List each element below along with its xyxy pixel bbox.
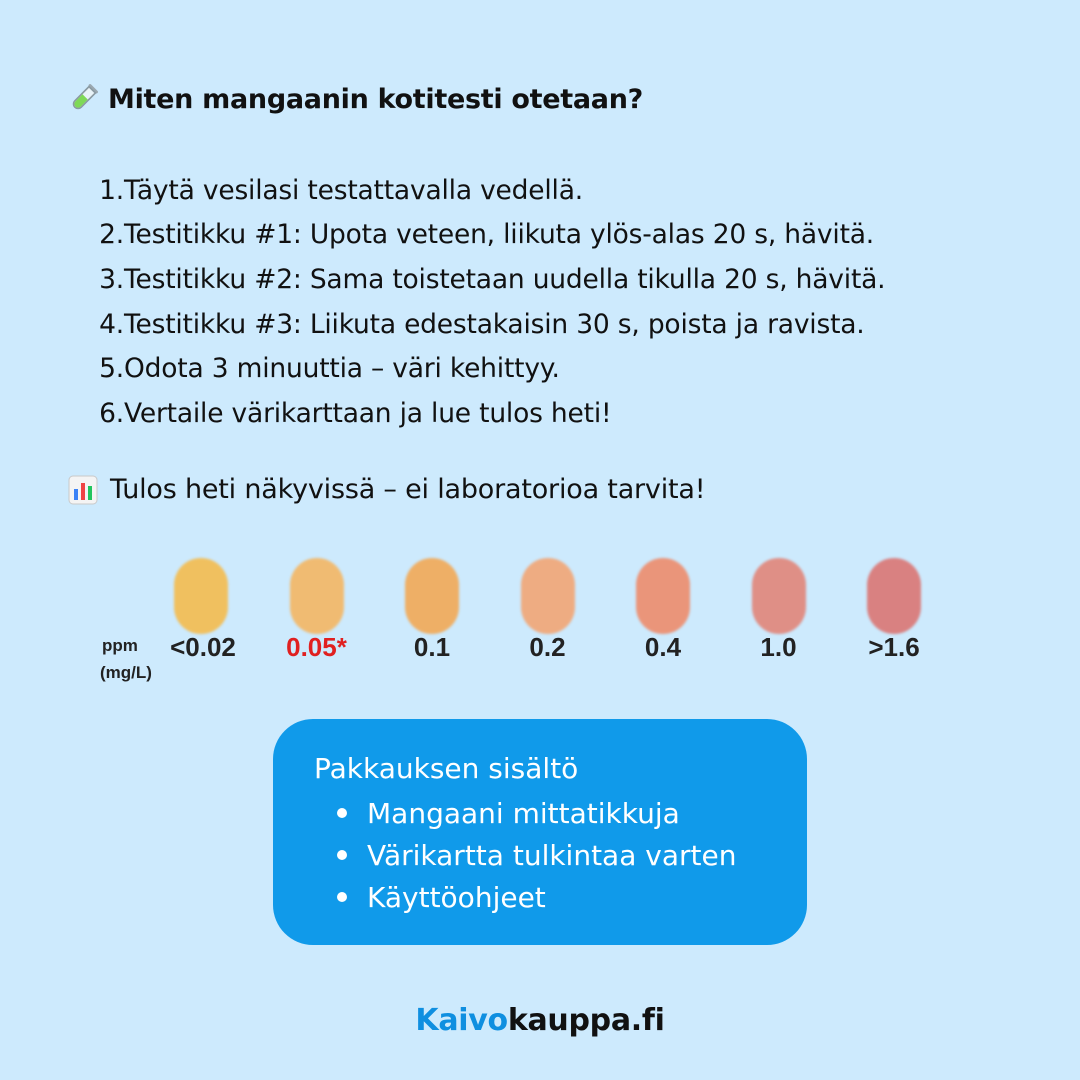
step-text: Täytä vesilasi testattavalla vedellä.: [124, 174, 583, 206]
package-title: Pakkauksen sisältö: [314, 752, 579, 785]
package-item-text: Mangaani mittatikkuja: [367, 796, 680, 830]
heading: [66, 82, 643, 116]
color-swatch: [405, 558, 459, 634]
package-items: [337, 792, 736, 918]
swatch-label: 0.1: [413, 632, 451, 662]
brand-logo: [0, 1003, 1080, 1038]
step-item: [90, 257, 885, 302]
step-number: 3.: [99, 263, 124, 295]
unit-sub-label: (mg/L): [100, 663, 152, 682]
heading-text: Miten mangaanin kotitesti otetaan?: [108, 83, 643, 115]
brand-part-2: kauppa.fi: [507, 1003, 665, 1038]
swatch-label: 0.05*: [286, 632, 347, 662]
step-number: 4.: [99, 308, 124, 340]
bullet-icon: [337, 850, 347, 860]
color-swatch: [174, 558, 228, 634]
swatch-label: <0.02: [170, 632, 236, 662]
package-contents-box: [273, 719, 807, 945]
step-number: 6.: [99, 397, 124, 429]
subheading-text: Tulos heti näkyvissä – ei laboratorioa tarvita!: [110, 474, 706, 505]
color-swatch: [752, 558, 806, 634]
bullet-icon: [337, 808, 347, 818]
package-item-text: Värikartta tulkintaa varten: [367, 838, 737, 872]
step-text: Testitikku #1: Upota veteen, liikuta ylös-alas 20 s, hävitä.: [124, 219, 875, 251]
step-text: Odota 3 minuuttia – väri kehittyy.: [124, 353, 560, 385]
steps-list: [90, 168, 885, 436]
step-item: [90, 213, 885, 258]
package-item: [337, 792, 736, 834]
unit-label: ppm: [102, 636, 138, 655]
step-number: 1.: [99, 174, 124, 206]
swatch-label: >1.6: [868, 632, 920, 662]
package-item-text: Käyttöohjeet: [367, 880, 546, 914]
brand-part-1: Kaivo: [415, 1003, 508, 1038]
step-number: 5.: [99, 353, 124, 385]
test-tube-icon: [66, 82, 100, 116]
package-item: [337, 834, 736, 876]
step-item: [90, 391, 885, 436]
swatch-label: 0.2: [529, 632, 566, 662]
step-text: Vertaile värikarttaan ja lue tulos heti!: [124, 397, 612, 429]
color-swatch: [867, 558, 921, 634]
color-chart: [0, 550, 1080, 700]
subheading: [68, 474, 705, 505]
color-swatch: [636, 558, 690, 634]
step-item: [90, 346, 885, 391]
bullet-icon: [337, 892, 347, 902]
step-text: Testitikku #2: Sama toistetaan uudella tikulla 20 s, hävitä.: [124, 263, 886, 295]
step-text: Testitikku #3: Liikuta edestakaisin 30 s, poista ja ravista.: [124, 308, 865, 340]
swatch-label: 0.4: [644, 632, 682, 662]
bar-chart-icon: [68, 475, 98, 505]
step-item: [90, 302, 885, 347]
swatch-label: 1.0: [760, 632, 797, 662]
color-swatch: [290, 558, 344, 634]
step-number: 2.: [99, 219, 124, 251]
package-item: [337, 876, 736, 918]
step-item: [90, 168, 885, 213]
color-swatch: [521, 558, 575, 634]
